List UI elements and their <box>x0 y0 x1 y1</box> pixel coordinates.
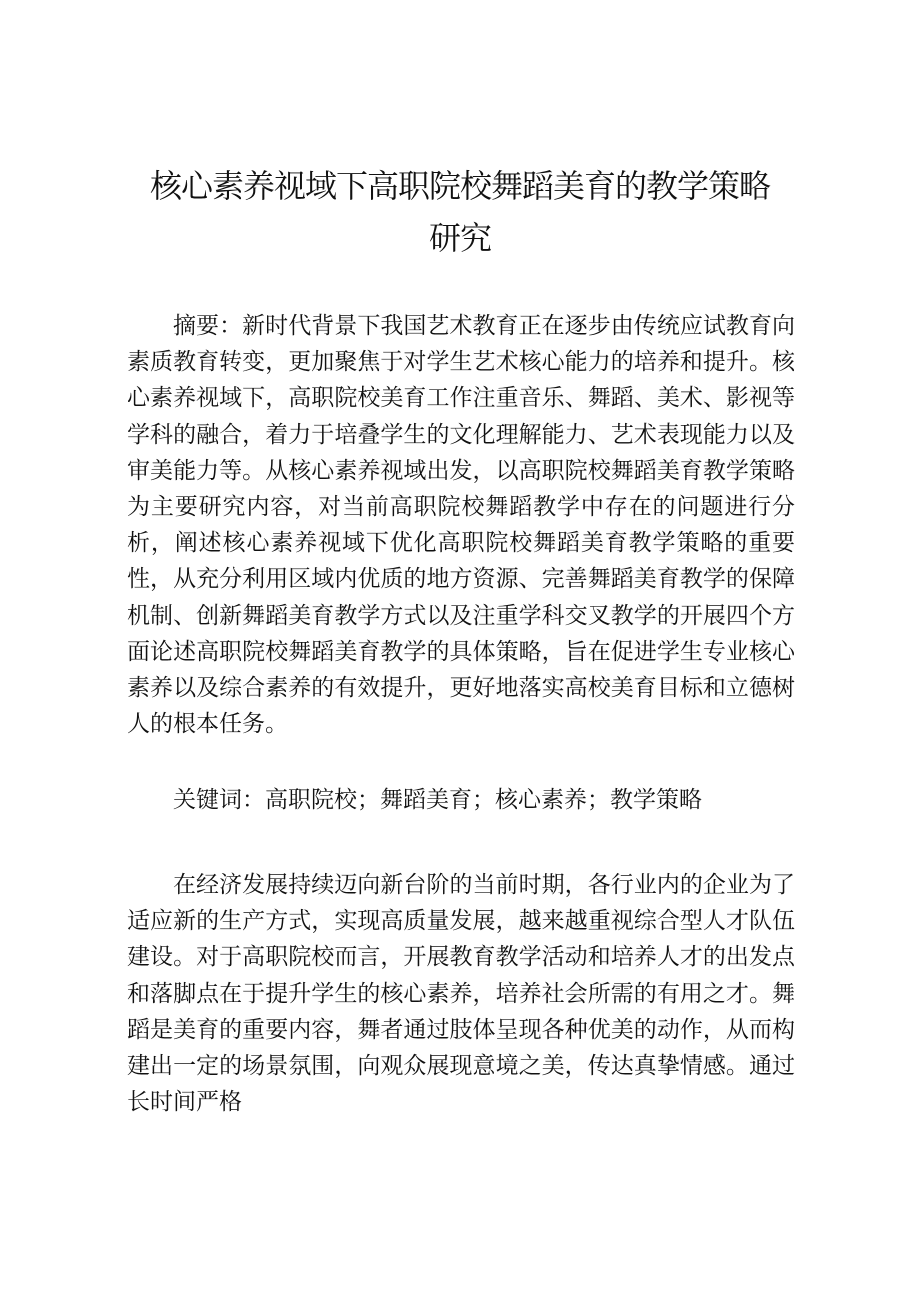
keywords-label: 关键词： <box>173 787 265 813</box>
abstract-label: 摘要： <box>173 313 243 339</box>
body-paragraph-1: 在经济发展持续迈向新台阶的当前时期，各行业内的企业为了适应新的生产方式，实现高质量发展，越来越重视综合型人才队伍建设。对于高职院校而言，开展教育教学活动和培养人才的出发点和落脚点在于提升学生的核心素养，培养社会所需的有用之才。舞蹈是美育的重要内容，舞者通过肢体呈现各种优美的动作，从而构建出一定的场景氛围，向观众展现意境之美，传达真挚情感。通过长时间严格 <box>127 872 795 1116</box>
abstract-text: 新时代背景下我国艺术教育正在逐步由传统应试教育向素质教育转变，更加聚焦于对学生艺术核心能力的培养和提升。核心素养视域下，高职院校美育工作注重音乐、舞蹈、美术、影视等学科的融合，着力于培叠学生的文化理解能力、艺术表现能力以及审美能力等。从核心素养视域出发，以高职院校舞蹈美育教学策略为主要研究内容，对当前高职院校舞蹈教学中存在的问题进行分析，阐述核心素养视域下优化高职院校舞蹈美育教学策略的重要性，从充分利用区域内优质的地方资源、完善舞蹈美育教学的保障机制、创新舞蹈美育教学方式以及注重学科交叉教学的开展四个方面论述高职院校舞蹈美育教学的具体策略，旨在促进学生专业核心素养以及综合素养的有效提升，更好地落实高校美育目标和立德树人的根本任务。 <box>127 313 796 738</box>
keywords-text: 高职院校；舞蹈美育；核心素养；教学策略 <box>265 787 702 813</box>
keywords-paragraph <box>127 782 795 818</box>
abstract-paragraph <box>127 308 795 742</box>
document-title <box>100 160 820 264</box>
title-line-1: 核心素养视域下高职院校舞蹈美育的教学策略 <box>149 167 770 205</box>
title-line-2: 研究 <box>428 219 491 257</box>
